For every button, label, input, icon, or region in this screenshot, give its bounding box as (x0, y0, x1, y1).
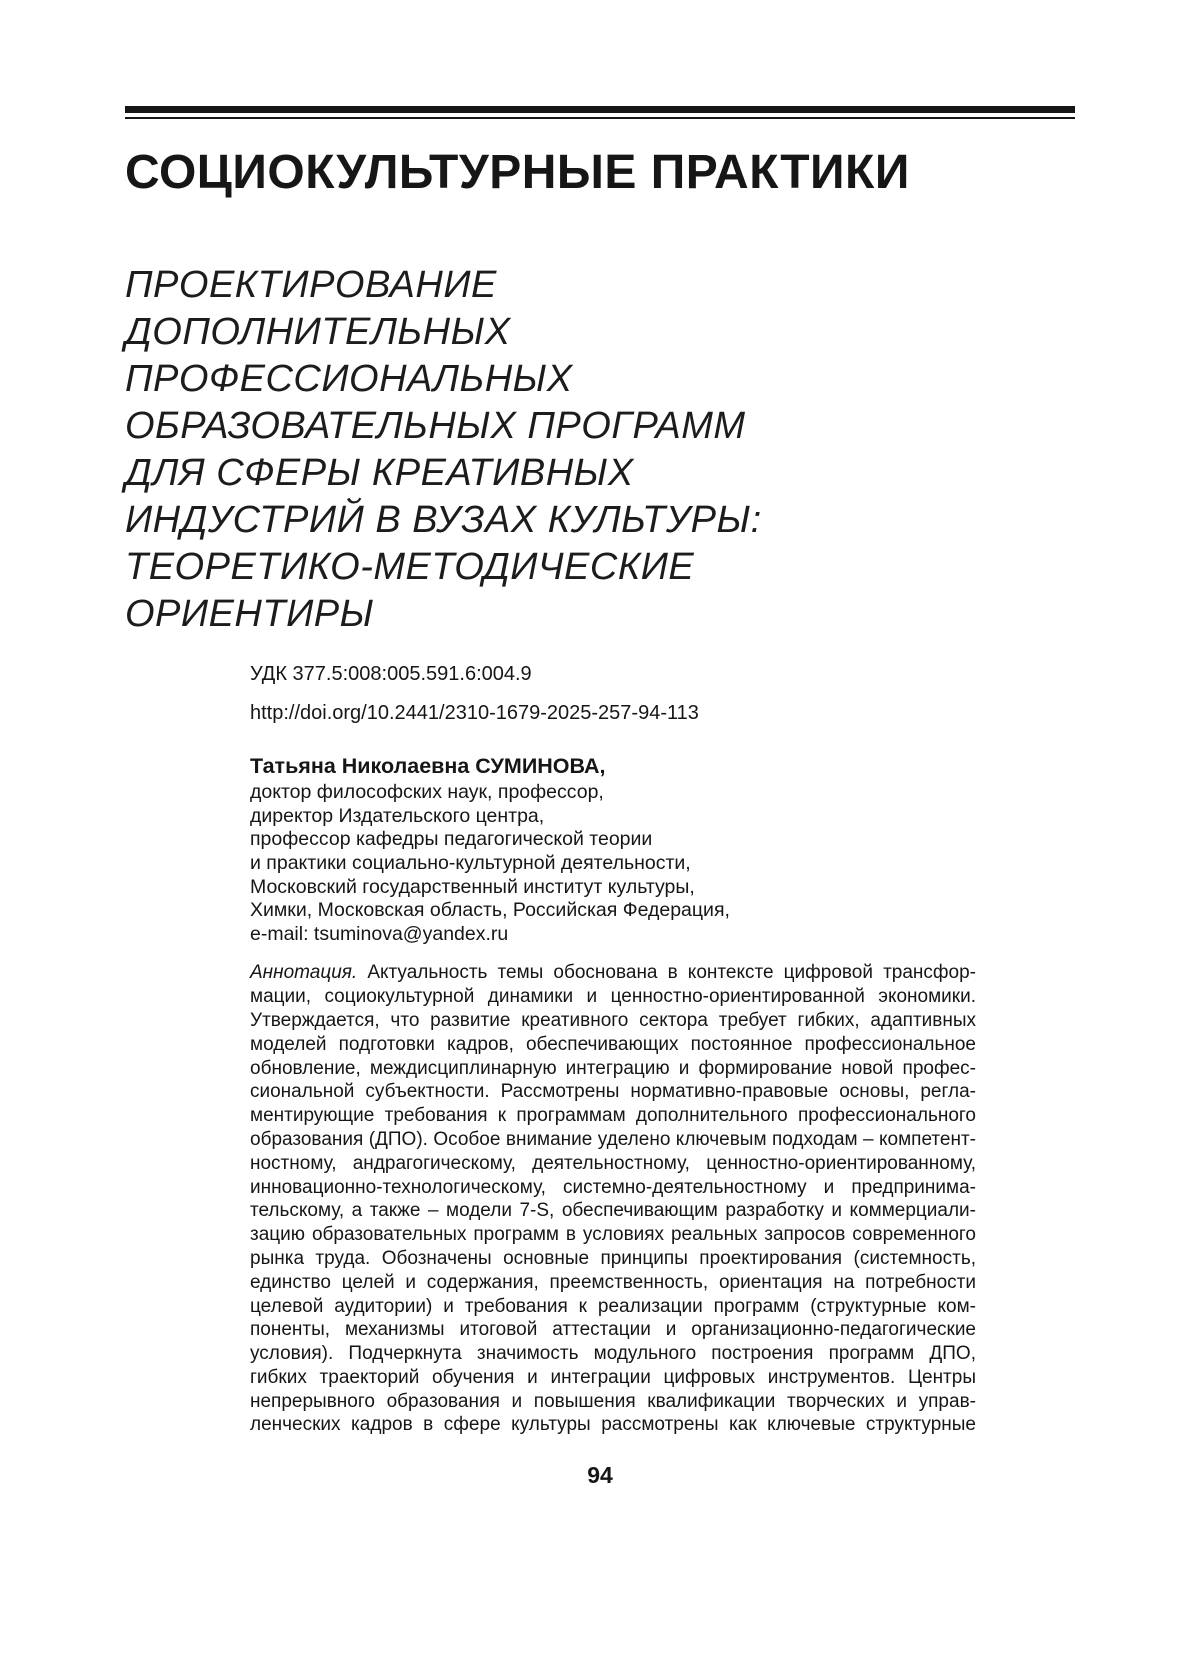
abstract-line: Утверждается, что развитие креативного сектора требует гибких, адаптивных (250, 1009, 976, 1031)
abstract-line: гибких траекторий обучения и интеграции цифровых инструментов. Центры (250, 1366, 976, 1388)
article-title-line: ПРОФЕССИОНАЛЬНЫХ (125, 358, 573, 401)
author-affiliation-line: и практики социально-культурной деятельности, (250, 851, 691, 874)
article-title-line: ИНДУСТРИЙ В ВУЗАХ КУЛЬТУРЫ: (125, 499, 762, 542)
abstract-line: непрерывного образования и повышения квалификации творческих и управ- (250, 1390, 976, 1412)
header-rule-thin (125, 117, 1075, 119)
abstract-lines (250, 985, 976, 1437)
author-affiliation (250, 781, 1075, 946)
abstract-line: единство целей и содержания, преемственность, ориентация на потребности (250, 1271, 976, 1293)
author-affiliation-line: Московский государственный институт культуры, (250, 875, 695, 898)
abstract-line: целевой аудитории) и требования к реализации программ (структурные ком- (250, 1295, 976, 1317)
doi-line: http://doi.org/10.2441/2310-1679-2025-257-94-113 (250, 702, 699, 725)
abstract-line: зацию образовательных программ в условиях реальных запросов современного (250, 1224, 976, 1246)
article-title (125, 262, 1075, 638)
article-title-line: ПРОЕКТИРОВАНИЕ (125, 264, 497, 307)
abstract-line: инновационно-технологическому, системно-деятельностному и предпринима- (250, 1176, 976, 1198)
page-content (125, 106, 1075, 1437)
abstract-line: рынка труда. Обозначены основные принципы проектирования (системность, (250, 1247, 976, 1269)
abstract-line: поненты, механизмы итоговой аттестации и организационно-педагогические (250, 1319, 976, 1341)
author-affiliation-line: директор Издательского центра, (250, 804, 545, 827)
udc-code: УДК 377.5:008:005.591.6:004.9 (250, 663, 532, 686)
abstract-line: ленческих кадров в сфере культуры рассмотрены как ключевые структурные (250, 1414, 976, 1436)
abstract-label: Аннотация. (250, 962, 358, 984)
abstract-line: тельскому, а также – модели 7-S, обеспечивающим разработку и коммерциали- (250, 1200, 976, 1222)
article-title-line: ДОПОЛНИТЕЛЬНЫХ (125, 311, 511, 354)
abstract-line: моделей подготовки кадров, обеспечивающих постоянное профессиональное (250, 1033, 976, 1055)
abstract-line: образования (ДПО). Особое внимание уделено ключевым подходам – компетент- (250, 1128, 976, 1150)
abstract-first-line (250, 961, 976, 985)
article-title-line: ТЕОРЕТИКО-МЕТОДИЧЕСКИЕ (125, 546, 695, 589)
author-affiliation-line: профессор кафедры педагогической теории (250, 828, 653, 851)
abstract-block (250, 961, 976, 1437)
author-affiliation-line: e-mail: tsuminova@yandex.ru (250, 922, 509, 945)
author-block (250, 753, 1075, 946)
abstract-line: ментирующие требования к программам дополнительного профессионального (250, 1105, 976, 1127)
author-affiliation-line: доктор философских наук, профессор, (250, 781, 604, 804)
abstract-line: обновление, междисциплинарную интеграцию и формирование новой профес- (250, 1057, 976, 1079)
article-title-line: ДЛЯ СФЕРЫ КРЕАТИВНЫХ (125, 452, 634, 495)
article-meta (250, 662, 1075, 725)
article-title-line: ОБРАЗОВАТЕЛЬНЫХ ПРОГРАММ (125, 405, 746, 448)
abstract-line: условия). Подчеркнута значимость модульного построения программ ДПО, (250, 1343, 976, 1365)
abstract-line: ностному, андрагогическому, деятельностному, ценностно-ориентированному, (250, 1152, 976, 1174)
abstract-first-text: Актуальность темы обоснована в контексте цифровой трансфор- (367, 962, 976, 984)
header-rule-thick (125, 106, 1075, 113)
author-name: Татьяна Николаевна СУМИНОВА, (250, 754, 606, 779)
section-header: СОЦИОКУЛЬТУРНЫЕ ПРАКТИКИ (125, 146, 910, 199)
page-number: 94 (587, 1462, 613, 1488)
article-title-line: ОРИЕНТИРЫ (125, 593, 374, 636)
abstract-line: сиональной субъектности. Рассмотрены нормативно-правовые основы, регла- (250, 1081, 976, 1103)
abstract-line: мации, социокультурной динамики и ценностно-ориентированной экономики. (250, 986, 976, 1008)
author-affiliation-line: Химки, Московская область, Российская Федерация, (250, 899, 730, 922)
